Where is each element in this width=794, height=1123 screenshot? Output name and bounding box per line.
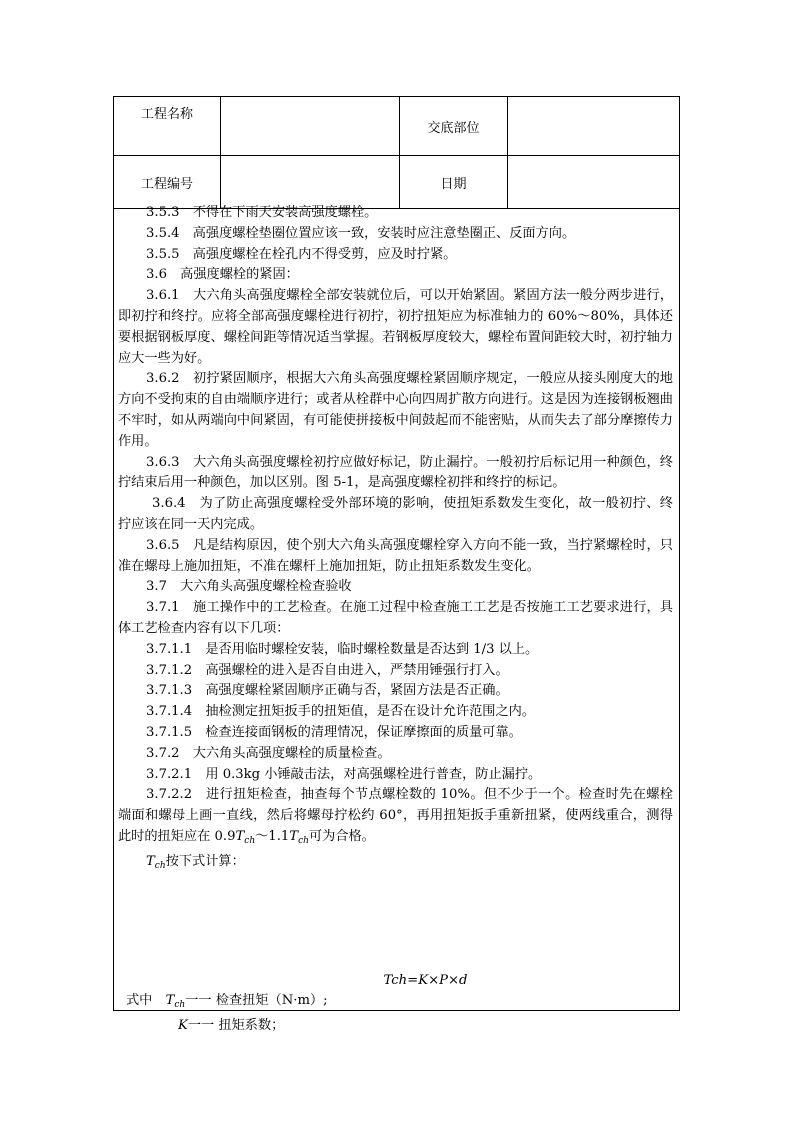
- where-line-2: [118, 1016, 673, 1037]
- t-symbol-4: T: [165, 993, 175, 1009]
- t-symbol-1: T: [235, 828, 245, 844]
- para-3-6-3: 3.6.3 大六角头高强度螺栓初拧应做好标记，防止漏拧。一般初拧后标记用一种颜色，终拧结束后用一种颜色，加以区别。图 5-1，是高强度螺栓初拌和终拧的标记。: [118, 454, 673, 491]
- para-3-5-5: 3.5.5 高强度螺栓在栓孔内不得受剪，应及时拧紧。: [146, 246, 457, 262]
- date-value[interactable]: [508, 156, 680, 209]
- para-3-7-2-2: [118, 785, 673, 851]
- para-3-5-3: 3.5.3 不得在下雨天安装高强度螺栓。: [146, 205, 378, 220]
- para-3-5-4: 3.5.4 高强度螺栓垫圈位置应该一致，安装时应注意垫圈正、反面方向。: [146, 225, 576, 241]
- formula-intro-text: 按下式计算：: [165, 853, 245, 869]
- where-1-text: 一一 检查扭矩（N·m）;: [185, 993, 328, 1009]
- section-3-6: 3.6 高强度螺栓的紧固：: [146, 267, 299, 283]
- header-row-2: [114, 156, 679, 209]
- para-3-7-2-2-text-b: ～1.1: [255, 828, 290, 844]
- project-no-value[interactable]: [221, 156, 400, 209]
- para-3-7-1: 3.7.1 施工操作中的工艺检查。在施工过程中检查施工工艺是否按施工工艺要求进行，具体工艺检查内容有以下几项：: [118, 600, 673, 636]
- formula-intro: [118, 852, 673, 877]
- para-3-6-4: 3.6.4 为了防止高强度螺栓受外部环境的影响，使扭矩系数发生变化，故一般初拧、终拧应该在同一天内完成。: [118, 496, 673, 532]
- date-label: 日期: [400, 156, 508, 209]
- header-row-1: [114, 97, 679, 156]
- para-3-7-2-2-text-c: 可为合格。: [308, 828, 375, 844]
- t-symbol-2: T: [289, 828, 299, 844]
- para-3-7-2: 3.7.2 大六角头高强度螺栓的质量检查。: [146, 745, 391, 761]
- para-3-6-1: 3.6.1 大六角头高强度螺栓全部安装就位后，可以开始紧固。紧固方法一般分两步进行，即初拧和终拧。应将全部高强度螺栓进行初拧，初拧扭矩应为标准轴力的 60%～80%，具体还要根据钢板厚度、螺栓间距等情况适当掌握。若钢板厚度较大，螺栓布置间距较大时，初拧轴力应大一些为好。: [118, 288, 673, 366]
- para-3-7-1-4: 3.7.1.4 抽检测定扭矩扳手的扭矩值，是否在设计允许范围之内。: [146, 704, 536, 720]
- ch-subscript-3: ch: [154, 860, 166, 871]
- where-2-text: 一一 扭矩系数；: [187, 1018, 285, 1034]
- para-3-6-5: 3.6.5 凡是结构原因，使个别大六角头高强度螺栓穿入方向不能一致，当拧紧螺栓时，只准在螺母上施加扭矩，不准在螺杆上施加扭矩，防止扭矩系数发生变化。: [118, 537, 673, 574]
- ch-subscript-2: ch: [298, 835, 309, 846]
- ch-subscript-1: ch: [244, 835, 256, 846]
- where-line-1: [118, 991, 673, 1016]
- project-name-value[interactable]: [221, 97, 400, 156]
- tech-disclosure-sheet: [113, 96, 680, 1034]
- handover-part-value[interactable]: [508, 97, 680, 156]
- para-3-7-2-1: 3.7.2.1 用 0.3kg 小锤敲击法，对高强螺栓进行普查，防止漏拧。: [146, 766, 542, 782]
- project-no-label: 工程编号: [114, 156, 221, 209]
- project-name-label: 工程名称: [114, 97, 221, 156]
- header-table: [114, 97, 679, 209]
- handover-part-label: 交底部位: [400, 97, 508, 156]
- disclosure-body: [118, 203, 673, 1037]
- formula: Tch=K×P×d: [383, 972, 468, 988]
- where-label: 式中: [126, 993, 153, 1009]
- para-3-7-1-5: 3.7.1.5 检查连接面钢板的清理情况，保证摩擦面的质量可靠。: [146, 724, 522, 740]
- ch-subscript-4: ch: [174, 1000, 186, 1011]
- t-symbol-3: T: [146, 853, 155, 869]
- para-3-7-1-2: 3.7.1.2 高强螺栓的进入是否自由进入，严禁用锤强行打入。: [146, 662, 509, 678]
- k-symbol: K: [178, 1018, 188, 1034]
- para-3-7-2-2-text-a: 3.7.2.2 进行扭矩检查，抽查每个节点螺栓数的 10%。但不少于一个。检查时先在螺栓端面和螺母上画一直线，然后将螺母拧松约 60°，再用扭矩扳手重新扭紧，使两线重合，测得此时的扭矩应在 0.9: [118, 787, 673, 844]
- section-3-7: 3.7 大六角头高强度螺栓检查验收: [146, 579, 352, 595]
- para-3-6-2: 3.6.2 初拧紧固顺序，根据大六角头高强度螺栓紧固顺序规定，一般应从接头刚度大的地方向不受拘束的自由端顺序进行；或者从栓群中心向四周扩散方向进行。这是因为连接钢板翘曲不牢时，如从两端向中间紧固，有可能使拼接板中间鼓起而不能密贴，从而失去了部分摩擦传力作用。: [118, 371, 673, 449]
- para-3-7-1-3: 3.7.1.3 高强度螺栓紧固顺序正确与否，紧固方法是否正确。: [146, 683, 509, 699]
- para-3-7-1-1: 3.7.1.1 是否用临时螺栓安装，临时螺栓数量是否达到 1/3 以上。: [146, 641, 539, 657]
